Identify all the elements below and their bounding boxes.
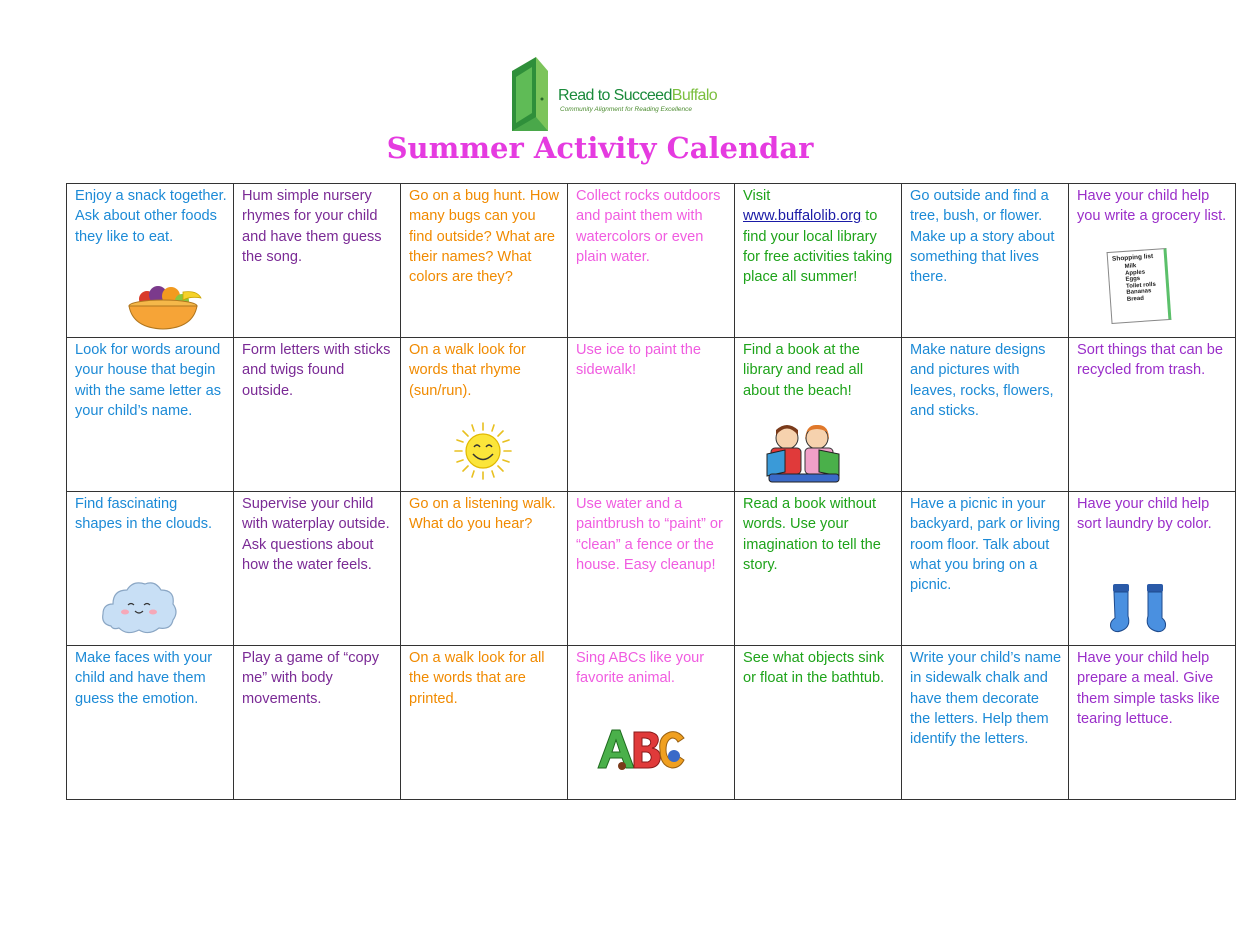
- activity-text: Supervise your child with waterplay outside. Ask questions about how the water feels.: [242, 496, 390, 573]
- calendar-cell: [234, 492, 401, 646]
- activity-text: On a walk look for words that rhyme (sun/run).: [409, 342, 526, 399]
- logo-tagline: Community Alignment for Reading Excellence: [560, 106, 692, 113]
- calendar-cell: [67, 492, 234, 646]
- calendar-cell: [401, 492, 568, 646]
- calendar-cell: [735, 492, 902, 646]
- activity-text: On a walk look for all the words that are printed.: [409, 650, 545, 707]
- calendar-cell: [1069, 492, 1236, 646]
- calendar-cell: [902, 492, 1069, 646]
- activity-text: Find fascinating shapes in the clouds.: [75, 496, 213, 533]
- calendar-row: [67, 184, 1236, 338]
- activity-text: Visit www.buffalolib.org to find your local library for free activities taking place all summer!: [743, 188, 893, 286]
- activity-text: Read a book without words. Use your imagination to tell the story.: [743, 496, 881, 573]
- activity-text: Sort things that can be recycled from trash.: [1077, 342, 1224, 379]
- calendar-cell: [67, 184, 234, 338]
- activity-text: Form letters with sticks and twigs found outside.: [242, 342, 391, 399]
- calendar-row: [67, 492, 1236, 646]
- calendar-cell: [735, 184, 902, 338]
- calendar-cell: [234, 184, 401, 338]
- activity-text: Have your child help sort laundry by color.: [1077, 496, 1212, 533]
- kids-reading-icon: [759, 420, 847, 484]
- activity-text: Look for words around your house that begin with the same letter as your child’s name.: [75, 342, 222, 419]
- activity-text: Find a book at the library and read all about the beach!: [743, 342, 864, 399]
- activity-text: Have your child help you write a grocery list.: [1077, 188, 1227, 225]
- activity-text: Have your child help prepare a meal. Give them simple tasks like tearing lettuce.: [1077, 650, 1220, 727]
- shopping-list-item: Eggs: [1125, 276, 1141, 284]
- fruit-bowl-icon: [125, 284, 205, 332]
- shopping-list-item: Bread: [1126, 295, 1145, 303]
- activity-text: Enjoy a snack together. Ask about other foods they like to eat.: [75, 188, 227, 245]
- calendar-cell: [568, 492, 735, 646]
- calendar-cell: [568, 646, 735, 800]
- calendar-cell: [1069, 338, 1236, 492]
- calendar-cell: [735, 646, 902, 800]
- shopping-list-item: Milk: [1124, 263, 1137, 270]
- activity-text: Go on a bug hunt. How many bugs can you find outside? What are their names? What colors are they?: [409, 188, 560, 286]
- shopping-list-item: Apples: [1124, 269, 1146, 277]
- calendar-cell: [735, 338, 902, 492]
- shopping-list-heading: Shopping list: [1111, 252, 1154, 263]
- abc-letters-icon: [594, 726, 688, 772]
- calendar-cell: [234, 646, 401, 800]
- activity-text: Sing ABCs like your favorite animal.: [576, 650, 705, 687]
- green-open-door-book-icon: [510, 55, 558, 133]
- activity-text: Use ice to paint the sidewalk!: [576, 342, 701, 379]
- calendar-cell: [902, 338, 1069, 492]
- activity-text: Make faces with your child and have them guess the emotion.: [75, 650, 213, 707]
- logo: [510, 55, 718, 133]
- calendar-cell: [568, 184, 735, 338]
- page-title: Summer Activity Calendar: [386, 131, 814, 165]
- calendar-cell: [902, 184, 1069, 338]
- library-link[interactable]: www.buffalolib.org: [743, 208, 862, 225]
- shopping-list-item: Toilet rolls: [1125, 281, 1157, 290]
- activity-text: Write your child’s name in sidewalk chalk and have them decorate the letters. Help them identify the letters.: [910, 650, 1062, 748]
- activity-text: Hum simple nursery rhymes for your child and have them guess the song.: [242, 188, 382, 265]
- calendar-cell: [234, 338, 401, 492]
- activity-text: Have a picnic in your backyard, park or living room floor. Talk about what you bring on a picnic.: [910, 496, 1061, 594]
- calendar-cell: [1069, 184, 1236, 338]
- activity-text: Make nature designs and pictures with leaves, rocks, flowers, and sticks.: [910, 342, 1054, 419]
- activity-text: See what objects sink or float in the bathtub.: [743, 650, 885, 687]
- calendar-cell: [1069, 646, 1236, 800]
- calendar-cell: [401, 184, 568, 338]
- calendar-row: [67, 338, 1236, 492]
- logo-name: Read to SucceedBuffalo: [558, 87, 718, 104]
- activity-calendar-table: [66, 183, 1236, 800]
- shopping-list-item: Bananas: [1126, 288, 1152, 297]
- calendar-cell: [568, 338, 735, 492]
- calendar-cell: [902, 646, 1069, 800]
- activity-text: Use water and a paintbrush to “paint” or “clean” a fence or the house. Easy cleanup!: [576, 496, 723, 573]
- blue-socks-icon: [1105, 580, 1175, 636]
- calendar-row: [67, 646, 1236, 800]
- calendar-cell: [67, 646, 234, 800]
- calendar-cell: [401, 646, 568, 800]
- shopping-list-image: [1107, 248, 1172, 324]
- activity-text: Collect rocks outdoors and paint them with watercolors or even plain water.: [576, 188, 721, 265]
- activity-text: Play a game of “copy me” with body movements.: [242, 650, 380, 707]
- smiling-sun-icon: [453, 421, 513, 481]
- calendar-cell: [67, 338, 234, 492]
- calendar-cell: [401, 338, 568, 492]
- activity-text: Go outside and find a tree, bush, or flower. Make up a story about something that lives there.: [910, 188, 1055, 286]
- activity-text: Go on a listening walk. What do you hear?: [409, 496, 556, 533]
- smiling-cloud-icon: [99, 578, 179, 636]
